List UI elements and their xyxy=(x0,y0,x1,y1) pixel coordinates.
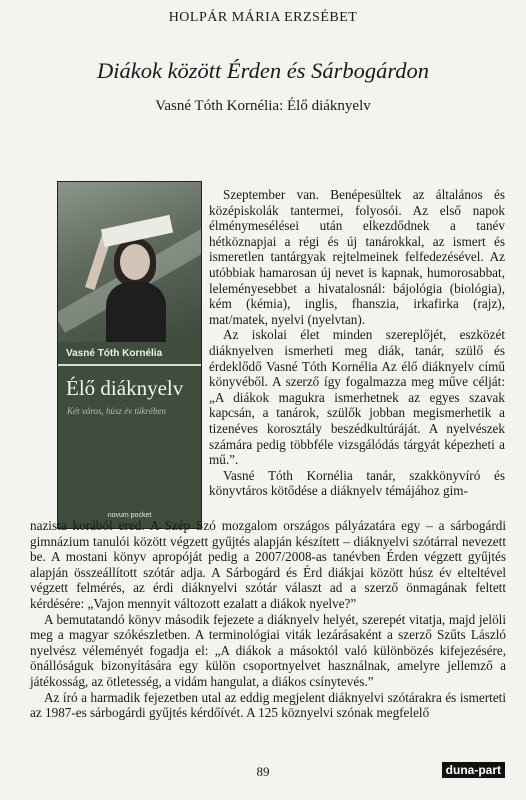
cover-figure-body xyxy=(106,282,166,342)
article-title: Diákok között Érden és Sárbogárdon xyxy=(96,58,430,83)
cover-author: Vasné Tóth Kornélia xyxy=(66,348,163,359)
cover-subtitle: Két város, húsz év tükrében xyxy=(67,406,166,416)
cover-publisher-logo: novum pocket xyxy=(107,512,152,519)
article-subtitle: Vasné Tóth Kornélia: Élő diáknyelv xyxy=(155,98,371,114)
author-header: HOLPÁR MÁRIA ERZSÉBET xyxy=(168,10,358,25)
paragraph: Az iskolai élet minden szereplőjét, eszközét diáknyelven ismerheti meg diák, tanár, szülő és érdeklődő Vasné Tóth Kornélia Az élő diáknyelv című könyvéből. A szerző így fogalmazza meg műve célját: „A diákok magukra ismerhetnek az egyes szavak kapcsán, a tanárok, szülők jobban megismerhetik a tizenéves korosztály beszédkultúráját. A nyelvészek számára pedig többféle vizsgálódás tárgyát képezheti a mű.”. xyxy=(209,327,505,468)
cover-title: Élő diáknyelv xyxy=(66,376,184,400)
page-number: 89 xyxy=(256,764,270,779)
paragraph: Szeptember van. Benépesültek az általános és középiskolák tantermei, folyosói. Az első napok élménymesélései után elkezdődnek a tanév hétköznapjai a régi és új tanárokkal, az ismert és ismeretlen tantárgyak rejtelmeinek felfedezésével. Az utóbbiak hamarosan új nevet is kapnak, humorosabbat, leleményesebbet a hivatalosnál: bájológia (biológia), kém (kémia), inglis, fhanszia, irkafirka (rajz), mat/matek, nyelvi (nyelvtan). xyxy=(209,187,505,327)
paragraph: Az író a harmadik fejezetben utal az eddig megjelent diáknyelvi szótárakra és ismerteti az 1987-es sárbogárdi gyűjtés kérdőívét. A 125 köznyelvi szónak megfelelő xyxy=(30,689,506,721)
brand-logo: duna-part xyxy=(442,762,505,778)
cover-figure-face xyxy=(120,244,150,280)
paragraph: Vasné Tóth Kornélia tanár, szakkönyvíró és könyvtáros kötődése a diáknyelv témájához gim- xyxy=(209,467,505,499)
right-column-text xyxy=(209,187,505,499)
paragraph: A bemutatandó könyv második fejezete a diáknyelv helyét, szerepét vitatja, majd jelöli meg a magyar szókészletben. A terminológiai viták lezárásaként a szerző Szűts László nyelvész véleményét fogadja el: „A diákok a másoktól való különbözés kifejezésére, önállóságuk bizonyítására egy külön csoportnyelvet használnak, amelyre jellemző a játékosság, az ötletesség, a vidám hangulat, a diákos csínytevés.” xyxy=(30,611,506,689)
book-cover-image xyxy=(58,182,201,528)
cover-divider xyxy=(58,364,201,366)
paragraph: nazista korából ered. A Szép Szó mozgalom országos pályázatára egy – a sárbogárdi gimnázium tanulói között végzett gyűjtés alapján készített – diáknyelvi szótárral nevezett be. A mostani könyv apropóját pedig a 2007/2008-as tanévben Érden végzett gyűjtés alapján összeállított szótár adja. A Sárbogárd és Érd diákjai között húsz év elteltével végzett felmérés, az érdi diáknyelvi szótár választ ad a szerző önmagának feltett kérdésére: „Vajon mennyit változott ezalatt a diákok nyelve?” xyxy=(30,518,506,611)
full-width-text xyxy=(30,518,506,721)
cover-photo xyxy=(58,182,201,342)
